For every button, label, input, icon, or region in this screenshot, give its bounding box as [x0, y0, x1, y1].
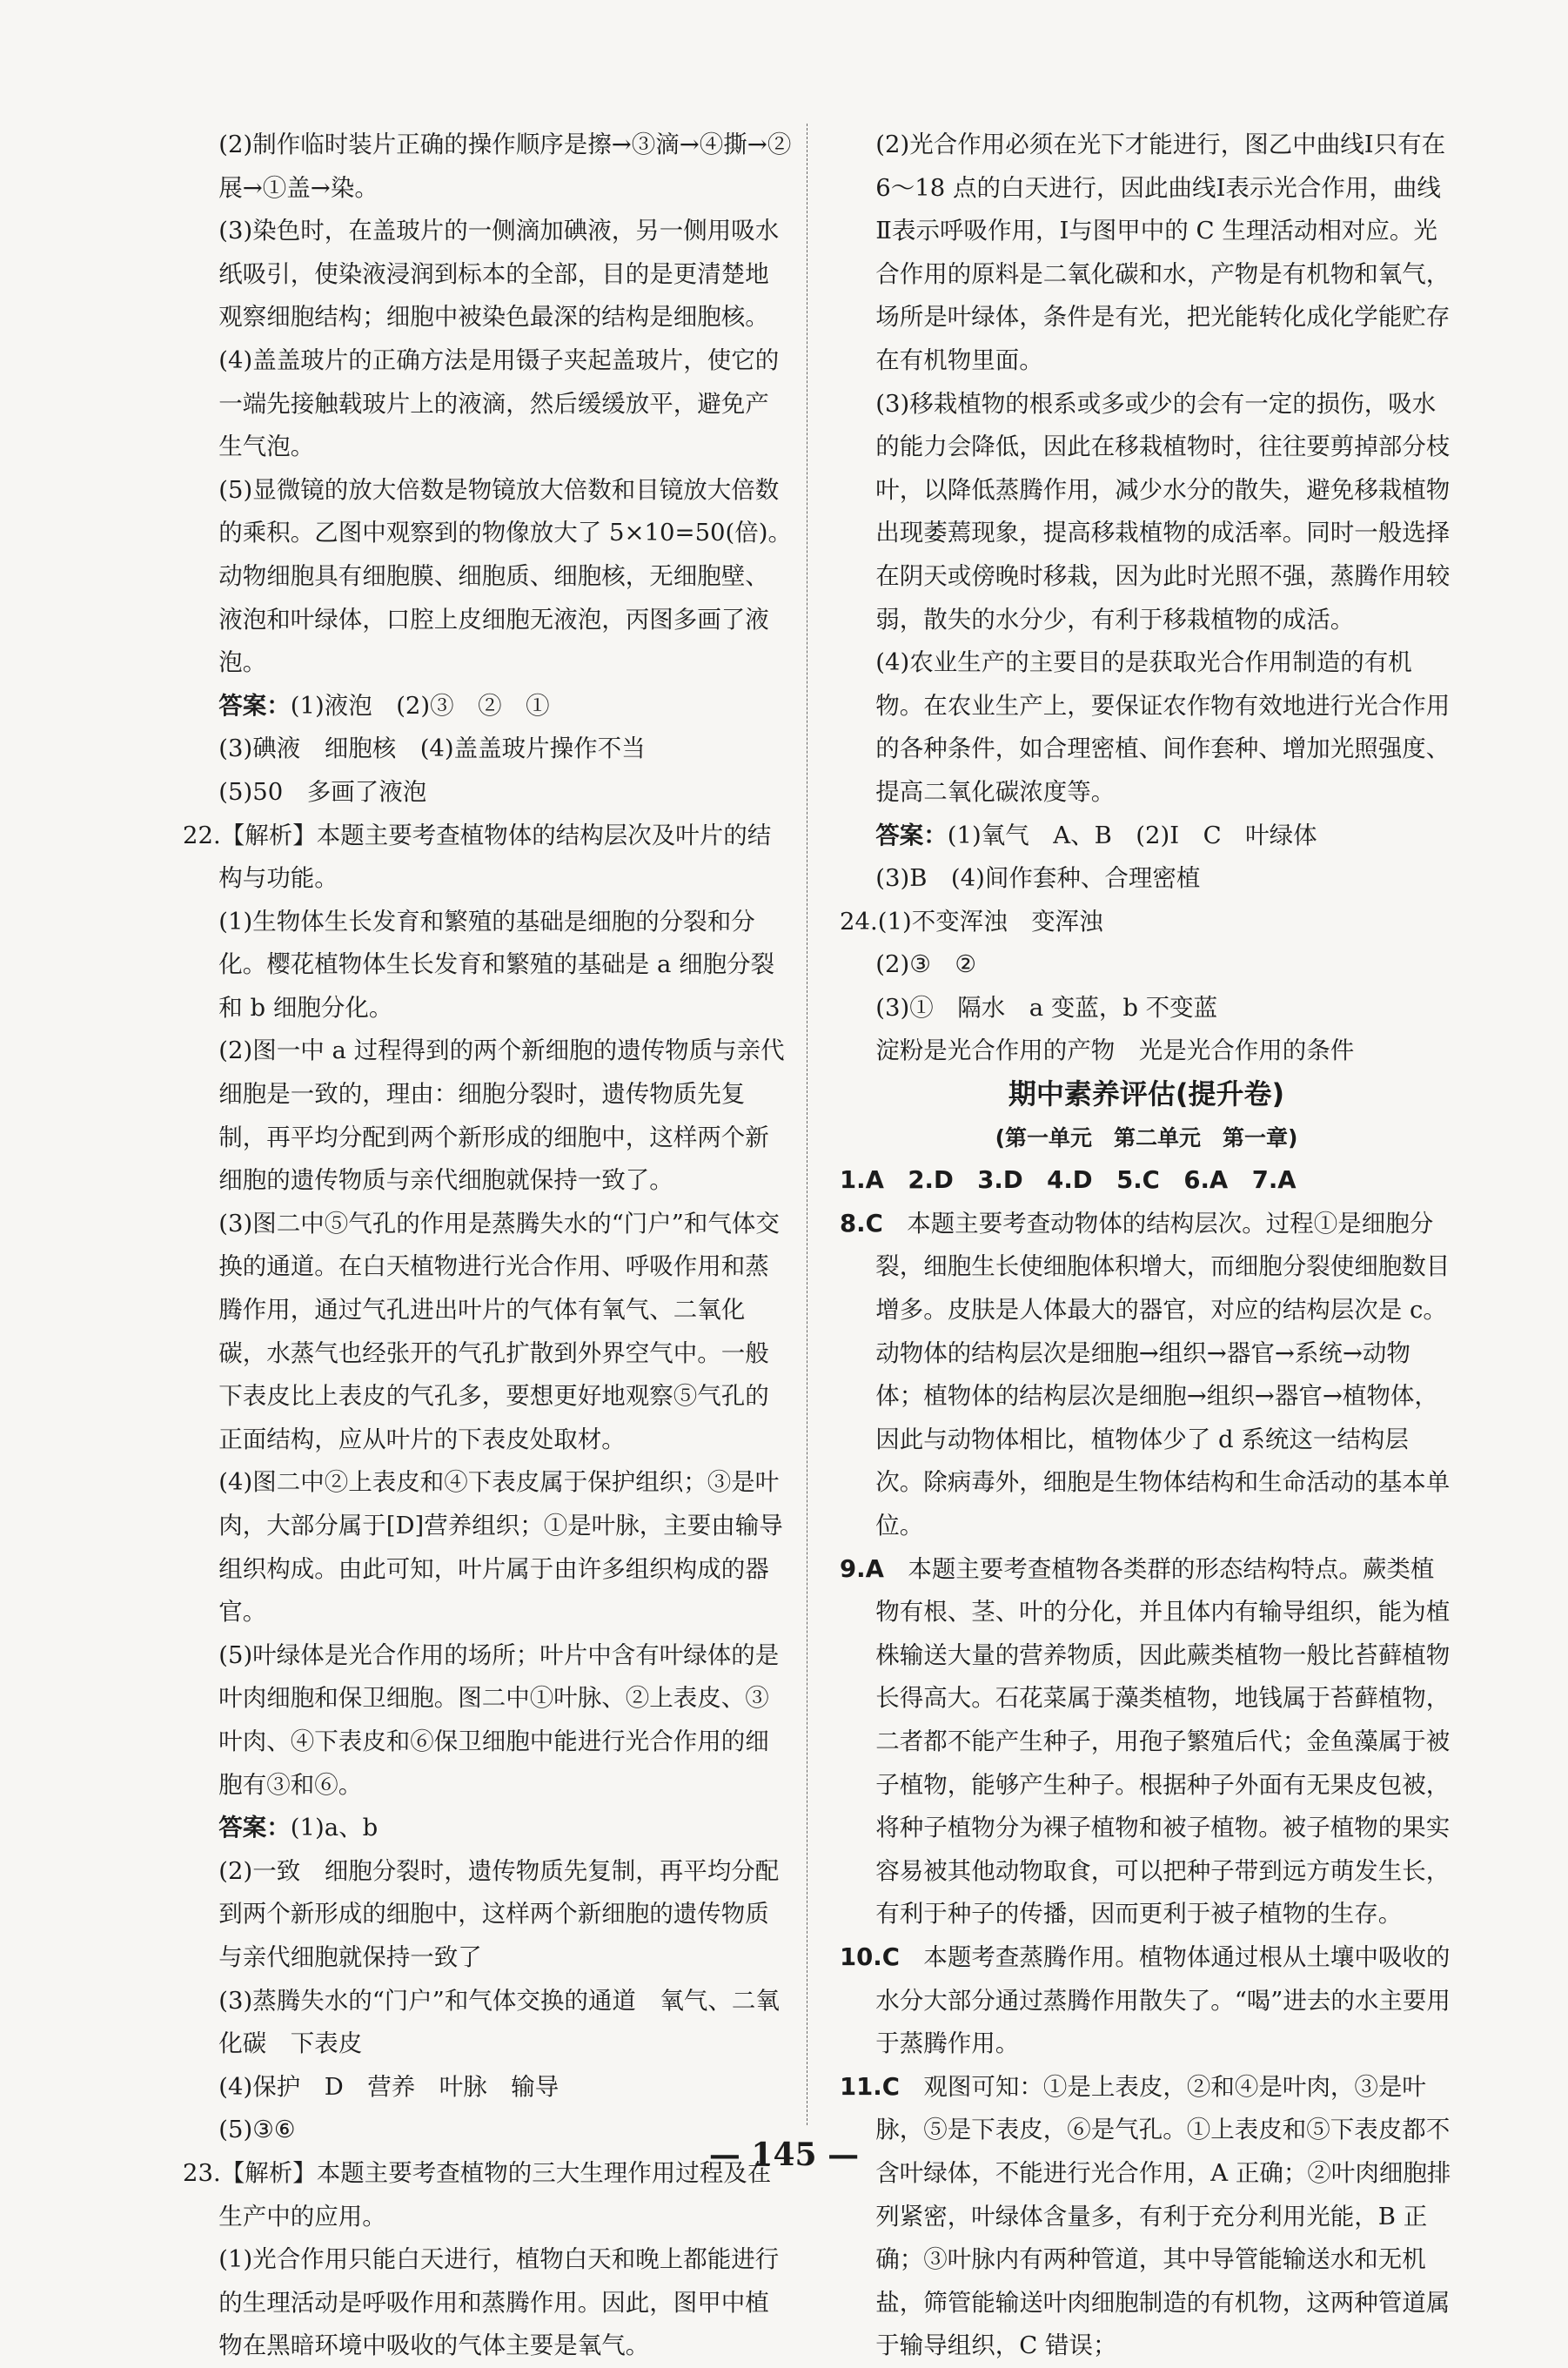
answer-line: 淀粉是光合作用的产物 光是光合作用的条件	[875, 1036, 1355, 1065]
page-number: — 145 —	[708, 2137, 860, 2173]
question-number: 23.【解析】	[183, 2158, 317, 2187]
answer-line: (3)① 隔水 a 变蓝，b 不变蓝	[875, 993, 1218, 1022]
paragraph: (2)制作临时装片正确的操作顺序是擦→③滴→④撕→②展→①盖→染。	[218, 131, 792, 202]
answer-line: (4)保护 D 营养 叶脉 输导	[218, 2072, 560, 2101]
question-text: 本题主要考查动物体的结构层次。过程①是细胞分裂，细胞生长使细胞体积增大，而细胞分裂使细胞数目增多。皮肤是人体最大的器官，对应的结构层次是 c。动物体的结构层次是细胞→组织→器官→系统→动物体；植物体的结构层次是细胞→组织→器官→植物体，因此与动物体相比，植物体少了 d 系统这一结构层次。除病毒外，细胞是生物体结构和生命活动的基本单位。	[875, 1209, 1451, 1540]
question-number: 22.【解析】	[183, 821, 317, 849]
question-number: 8.C	[840, 1209, 883, 1238]
question-10	[840, 1936, 1453, 2066]
answer-line: (5)50 多画了液泡	[218, 777, 427, 806]
answer-line: (2)一致 细胞分裂时，遗传物质先复制，再平均分配到两个新形成的细胞中，这样两个新细胞的遗传物质与亲代细胞就保持一致了	[218, 1856, 780, 1971]
answer-line: (3)B (4)间作套种、合理密植	[875, 864, 1201, 893]
answer-line	[183, 685, 792, 728]
answer-text: (1)液泡 (2)③ ② ①	[290, 691, 550, 720]
answer-label: 答案：	[218, 691, 291, 720]
question-intro: 本题主要考查植物的三大生理作用过程及在生产中的应用。	[218, 2158, 772, 2230]
paragraph: (5)显微镜的放大倍数是物镜放大倍数和目镜放大倍数的乘积。乙图中观察到的物像放大了 5×10=50(倍)。动物细胞具有细胞膜、细胞质、细胞核，无细胞壁、液泡和叶绿体，口腔上皮细胞无液泡，丙图多画了液泡。	[218, 475, 793, 677]
question-text: 本题考查蒸腾作用。植物体通过根从土壤中吸收的水分大部分通过蒸腾作用散失了。“喝”进去的水主要用于蒸腾作用。	[875, 1942, 1451, 2058]
paragraph: (4)图二中②上表皮和④下表皮属于保护组织；③是叶肉，大部分属于[D]营养组织；①是叶脉，主要由输导组织构成。由此可知，叶片属于由许多组织构成的器官。	[218, 1468, 783, 1627]
paragraph: (3)图二中⑤气孔的作用是蒸腾失水的“门户”和气体交换的通道。在白天植物进行光合作用、呼吸作用和蒸腾作用，通过气孔进出叶片的气体有氧气、二氧化碳，水蒸气也经张开的气孔扩散到外界空气中。一般下表皮比上表皮的气孔多，要想更好地观察⑤气孔的正面结构，应从叶片的下表皮处取材。	[218, 1209, 780, 1453]
paragraph: (1)光合作用只能白天进行，植物白天和晚上都能进行的生理活动是呼吸作用和蒸腾作用。因此，图甲中植物在黑暗环境中吸收的气体主要是氧气。	[218, 2245, 780, 2360]
left-column	[183, 124, 792, 2368]
paragraph: (3)移栽植物的根系或多或少的会有一定的损伤，吸水的能力会降低，因此在移栽植物时，往往要剪掉部分枝叶，以降低蒸腾作用，减少水分的散失，避免移栽植物出现萎蔫现象，提高移栽植物的成活率。同时一般选择在阴天或傍晚时移栽，因为此时光照不强，蒸腾作用较弱，散失的水分少，有利于移栽植物的成活。	[875, 389, 1451, 634]
answer-line	[840, 815, 1453, 858]
paragraph: (1)生物体生长发育和繁殖的基础是细胞的分裂和分化。樱花植物体生长发育和繁殖的基础是 a 细胞分裂和 b 细胞分化。	[218, 907, 775, 1022]
paragraph: (5)叶绿体是光合作用的场所；叶片中含有叶绿体的是叶肉细胞和保卫细胞。图二中①叶脉、②上表皮、③叶肉、④下表皮和⑥保卫细胞中能进行光合作用的细胞有③和⑥。	[218, 1640, 780, 1799]
paragraph: (3)染色时，在盖玻片的一侧滴加碘液，另一侧用吸水纸吸引，使染液浸润到标本的全部，目的是更清楚地观察细胞结构；细胞中被染色最深的结构是细胞核。	[218, 217, 780, 332]
answer-line: (3)碘液 细胞核 (4)盖盖玻片操作不当	[218, 735, 646, 763]
question-24-line: 24.(1)不变浑浊 变浑浊	[840, 907, 1103, 936]
question-9	[840, 1548, 1453, 1936]
question-22-heading	[183, 815, 792, 901]
answer-line: (3)蒸腾失水的“门户”和气体交换的通道 氧气、二氧化碳 下表皮	[218, 1986, 780, 2058]
answer-label: 答案：	[218, 1814, 291, 1842]
section-subtitle: (第一单元 第二单元 第一章)	[995, 1124, 1298, 1150]
paragraph: (4)盖盖玻片的正确方法是用镊子夹起盖玻片，使它的一端先接触载玻片上的液滴，然后缓缓放平，避免产生气泡。	[218, 345, 780, 461]
question-text: 观图可知：①是上表皮，②和④是叶肉，③是叶脉，⑤是下表皮，⑥是气孔。①上表皮和⑤下表皮都不含叶绿体，不能进行光合作用，A 正确；②叶肉细胞排列紧密，叶绿体含量多，有利于充分利用光能，B 正确；③叶脉内有两种管道，其中导管能输送水和无机盐，筛管能输送叶肉细胞制造的有机物，这两种管道属于输导组织，C 错误；	[875, 2072, 1451, 2360]
answer-line: (5)③⑥	[218, 2116, 296, 2144]
right-column	[840, 124, 1453, 2368]
multiple-choice-answers: 1.A 2.D 3.D 4.D 5.C 6.A 7.A	[840, 1166, 1297, 1195]
answer-text: (1)氧气 A、B (2)Ⅰ C 叶绿体	[947, 821, 1317, 849]
paragraph: (4)农业生产的主要目的是获取光合作用制造的有机物。在农业生产上，要保证农作物有效地进行光合作用的各种条件，如合理密植、间作套种、增加光照强度、提高二氧化碳浓度等。	[875, 648, 1451, 806]
question-number: 10.C	[840, 1942, 900, 1971]
question-number: 11.C	[840, 2072, 900, 2101]
answer-line: (2)③ ②	[875, 950, 977, 979]
section-title: 期中素养评估(提升卷)	[1008, 1077, 1285, 1111]
answer-label: 答案：	[875, 821, 948, 849]
paragraph: (2)图一中 a 过程得到的两个新细胞的遗传物质与亲代细胞是一致的，理由：细胞分裂时，遗传物质先复制，再平均分配到两个新形成的细胞中，这样两个新细胞的遗传物质与亲代细胞就保持一致了。	[218, 1036, 785, 1195]
answer-text: (1)a、b	[290, 1814, 379, 1842]
paragraph: (2)光合作用必须在光下才能进行，图乙中曲线Ⅰ只有在 6～18 点的白天进行，因此曲线Ⅰ表示光合作用，曲线Ⅱ表示呼吸作用，Ⅰ与图甲中的 C 生理活动相对应。光合作用的原料是二氧化碳和水，产物是有机物和氧气，场所是叶绿体，条件是有光，把光能转化成化学能贮存在有机物里面。	[875, 131, 1451, 374]
question-8	[840, 1203, 1453, 1548]
answer-line	[183, 1807, 792, 1850]
question-number: 9.A	[840, 1554, 884, 1583]
question-11	[840, 2066, 1453, 2368]
question-intro: 本题主要考查植物体的结构层次及叶片的结构与功能。	[218, 821, 772, 893]
question-text: 本题主要考查植物各类群的形态结构特点。蕨类植物有根、茎、叶的分化，并且体内有输导组织，能为植株输送大量的营养物质，因此蕨类植物一般比苔藓植物长得高大。石花菜属于藻类植物，地钱属于苔藓植物，二者都不能产生种子，用孢子繁殖后代；金鱼藻属于被子植物，能够产生种子。根据种子外面有无果皮包被，将种子植物分为裸子植物和被子植物。被子植物的果实容易被其他动物取食，可以把种子带到远方萌发生长，有利于种子的传播，因而更利于被子植物的生存。	[875, 1554, 1451, 1929]
